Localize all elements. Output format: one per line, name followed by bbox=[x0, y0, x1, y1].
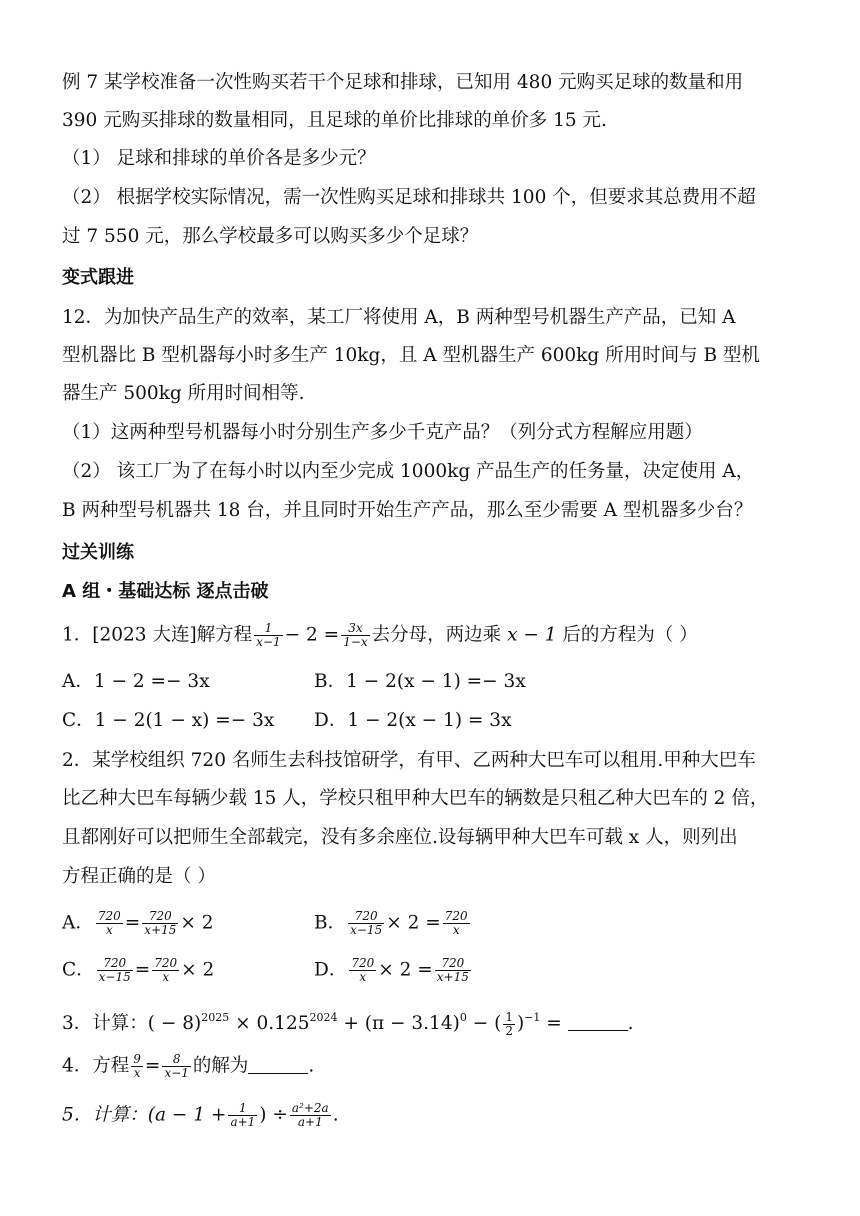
problem-2-option-b bbox=[314, 910, 472, 937]
fraction bbox=[228, 1102, 257, 1129]
problem-3 bbox=[62, 1006, 634, 1038]
option-tail: × 2 bbox=[181, 959, 215, 981]
fraction-denominator: x bbox=[162, 970, 170, 984]
problem-12-question-1: （1）这两种型号机器每小时分别生产多少千克产品？（列分式方程解应用题） bbox=[62, 422, 703, 443]
problem-12-line-3: 器生产 500kg 所用时间相等. bbox=[62, 383, 305, 404]
fraction-numerator: 1 bbox=[228, 1102, 257, 1116]
period: . bbox=[332, 1104, 339, 1126]
problem-1-suffix-a: 去分母，两边乘 bbox=[371, 624, 502, 646]
problem-12-question-2b: B 两种型号机器共 18 台，并且同时开始生产产品，那么至少需要 A 型机器多少台？ bbox=[62, 500, 753, 521]
problem-3-close-paren: ) bbox=[516, 1013, 525, 1034]
fraction-numerator: 720 bbox=[97, 909, 121, 923]
problem-4 bbox=[62, 1053, 314, 1080]
fraction-denominator: 1−x bbox=[343, 635, 368, 649]
problem-5-prefix: 5．计算：(a − 1 + bbox=[62, 1104, 227, 1126]
problem-1-option-d: D．1 − 2(x − 1) = 3x bbox=[314, 710, 512, 731]
option-tail: × 2 bbox=[180, 912, 214, 934]
problem-12-line-2: 型机器比 B 型机器每小时多生产 10kg，且 A 型机器生产 600kg 所用时间与 B 型机 bbox=[62, 345, 760, 366]
period: . bbox=[627, 1013, 634, 1034]
equals-sign: = bbox=[144, 1055, 161, 1077]
option-mid: × 2 = bbox=[386, 912, 441, 934]
example-question-2a: （2） 根据学校实际情况，需一次性购买足球和排球共 100 个，但要求其总费用不超 bbox=[62, 187, 756, 208]
problem-1-option-b: B．1 − 2(x − 1) =− 3x bbox=[314, 671, 526, 692]
fraction-denominator: x bbox=[359, 970, 367, 984]
fraction bbox=[435, 957, 471, 984]
exponent: 2025 bbox=[201, 1011, 230, 1024]
problem-4-suffix: 的解为 bbox=[192, 1055, 249, 1077]
fraction bbox=[96, 910, 123, 937]
fraction bbox=[290, 1102, 331, 1129]
problem-1-option-c: C．1 − 2(1 − x) =− 3x bbox=[62, 710, 275, 731]
fraction-denominator: x−15 bbox=[350, 923, 383, 937]
period: . bbox=[308, 1055, 315, 1077]
fraction-denominator: 2 bbox=[505, 1023, 513, 1038]
section-heading-variant: 变式跟进 bbox=[62, 267, 134, 288]
option-label: D． bbox=[314, 959, 348, 981]
problem-1-mid: − 2 = bbox=[284, 624, 340, 646]
fraction-denominator: x bbox=[452, 923, 460, 937]
fraction-numerator: a²+2a bbox=[291, 1101, 329, 1115]
fraction bbox=[443, 910, 470, 937]
problem-2-option-a bbox=[62, 910, 214, 937]
problem-5-mid: ) ÷ bbox=[259, 1104, 288, 1126]
problem-12-line-1: 12．为加快产品生产的效率，某工厂将使用 A，B 两种型号机器生产产品，已知 A bbox=[62, 307, 736, 328]
option-label: A． bbox=[62, 912, 94, 934]
problem-2-line-1: 2．某学校组织 720 名师生去科技馆研学，有甲、乙两种大巴车可以租用.甲种大巴车 bbox=[62, 750, 756, 771]
problem-3-mid-2: + (π − 3.14) bbox=[343, 1013, 460, 1034]
option-label: C． bbox=[62, 959, 95, 981]
problem-2-line-3: 且都刚好可以把师生全部载完，没有多余座位.设每辆甲种大巴车可载 x 人，则列出 bbox=[62, 827, 738, 848]
problem-1-stem bbox=[62, 622, 698, 649]
problem-4-prefix: 4．方程 bbox=[62, 1055, 130, 1077]
fraction-denominator: x+15 bbox=[436, 970, 469, 984]
example-line-1: 例 7 某学校准备一次性购买若干个足球和排球，已知用 480 元购买足球的数量和用 bbox=[62, 72, 744, 93]
problem-2-option-c bbox=[62, 957, 214, 984]
exponent: 2024 bbox=[309, 1011, 338, 1024]
equals-sign: = bbox=[540, 1013, 562, 1034]
fraction-numerator: 8 bbox=[162, 1053, 190, 1067]
section-heading-training: 过关训练 bbox=[62, 542, 134, 563]
fraction-denominator: x−15 bbox=[98, 970, 131, 984]
problem-3-prefix: 3．计算：( − 8) bbox=[62, 1013, 202, 1034]
group-a-heading: A 组・基础达标 逐点击破 bbox=[62, 581, 269, 602]
problem-1-option-a: A．1 − 2 =− 3x bbox=[62, 671, 210, 692]
fraction-numerator: 720 bbox=[444, 909, 468, 923]
fraction-numerator: 720 bbox=[142, 910, 178, 924]
fraction-denominator: x bbox=[133, 1066, 141, 1080]
answer-blank[interactable] bbox=[568, 1012, 628, 1031]
fraction-denominator: a+1 bbox=[230, 1115, 256, 1129]
exponent: 0 bbox=[459, 1011, 467, 1024]
problem-1-prefix: 1．[2023 大连]解方程 bbox=[62, 624, 253, 646]
equals-sign: = bbox=[124, 912, 141, 934]
problem-3-mid-1: × 0.125 bbox=[235, 1013, 310, 1034]
fraction bbox=[162, 1053, 190, 1080]
problem-2-line-2: 比乙种大巴车每辆少载 15 人，学校只租甲种大巴车的辆数是只租乙种大巴车的 2 倍， bbox=[62, 788, 769, 809]
fraction bbox=[131, 1053, 143, 1080]
equals-sign: = bbox=[134, 959, 151, 981]
fraction bbox=[349, 957, 376, 984]
option-label: B． bbox=[314, 912, 347, 934]
problem-1-suffix-b: 后的方程为（ ） bbox=[562, 624, 698, 646]
problem-1-fraction-2 bbox=[341, 622, 369, 649]
fraction bbox=[348, 910, 384, 937]
option-mid: × 2 = bbox=[378, 959, 433, 981]
fraction bbox=[142, 910, 178, 937]
fraction bbox=[503, 1011, 515, 1038]
problem-12-question-2a: （2） 该工厂为了在每小时以内至少完成 1000kg 产品生产的任务量，决定使用 A， bbox=[62, 461, 755, 482]
exponent: −1 bbox=[524, 1011, 541, 1024]
problem-1-fraction-1 bbox=[254, 622, 282, 649]
fraction-denominator: x bbox=[105, 923, 113, 937]
problem-3-mid-3: − ( bbox=[472, 1013, 502, 1034]
fraction-numerator: 9 bbox=[133, 1052, 141, 1066]
fraction bbox=[97, 957, 133, 984]
problem-5 bbox=[62, 1102, 339, 1129]
fraction-numerator: 1 bbox=[254, 622, 282, 636]
fraction-numerator: 720 bbox=[351, 956, 375, 970]
fraction-numerator: 1 bbox=[505, 1009, 513, 1024]
fraction-denominator: x−1 bbox=[256, 635, 281, 649]
fraction-denominator: a+1 bbox=[297, 1115, 323, 1129]
problem-1-variable: x − 1 bbox=[507, 624, 557, 646]
example-question-2b: 过 7 550 元，那么学校最多可以购买多少个足球？ bbox=[62, 226, 479, 247]
example-line-2: 390 元购买排球的数量相同，且足球的单价比排球的单价多 15 元. bbox=[62, 110, 607, 131]
problem-2-line-4: 方程正确的是（ ） bbox=[62, 866, 216, 887]
fraction-numerator: 720 bbox=[154, 956, 178, 970]
fraction bbox=[152, 957, 179, 984]
fraction-numerator: 3x bbox=[341, 622, 369, 636]
problem-2-option-d bbox=[314, 957, 473, 984]
fraction-numerator: 720 bbox=[435, 957, 471, 971]
example-question-1: （1） 足球和排球的单价各是多少元？ bbox=[62, 148, 376, 169]
fraction-numerator: 720 bbox=[348, 910, 384, 924]
fraction-numerator: 720 bbox=[97, 957, 133, 971]
answer-blank[interactable] bbox=[248, 1055, 308, 1074]
fraction-denominator: x−1 bbox=[164, 1066, 189, 1080]
fraction-denominator: x+15 bbox=[144, 923, 177, 937]
